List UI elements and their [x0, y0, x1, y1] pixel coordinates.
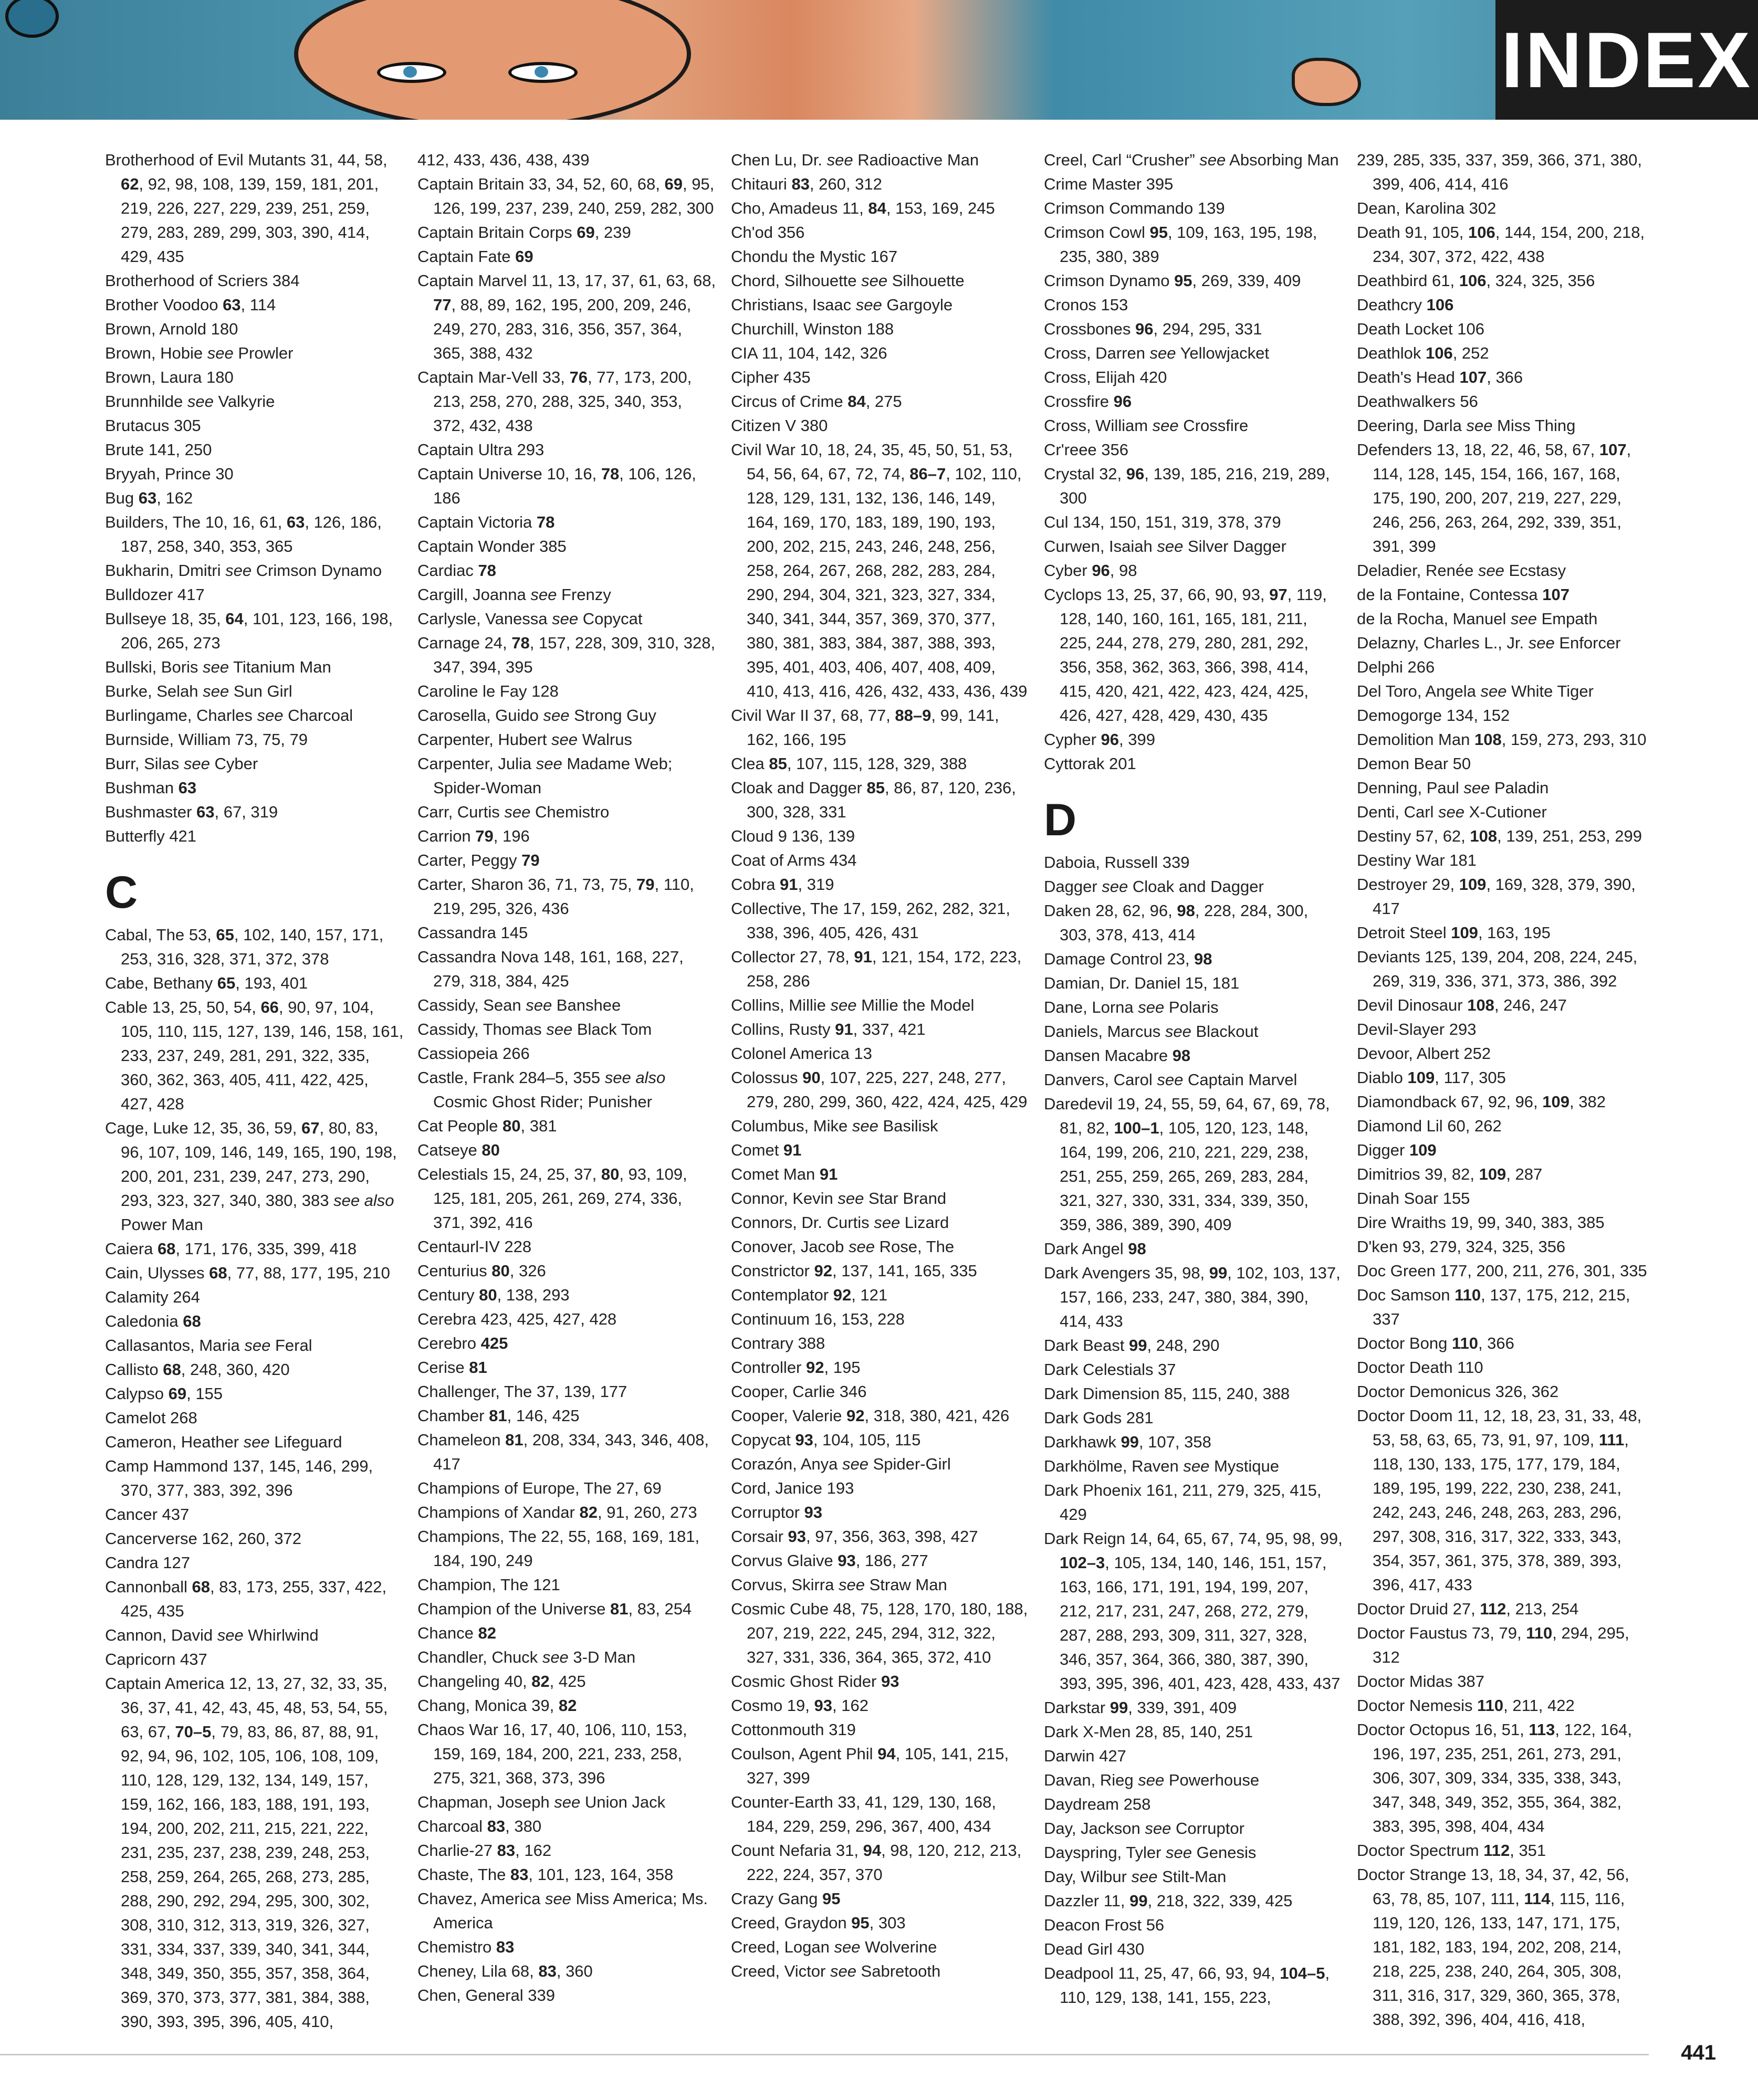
index-entry: Captain Marvel 11, 13, 17, 37, 61, 63, 68, 77, 88, 89, 162, 195, 200, 209, 246, 249, 270, 283, 316, 356, 357, 364, 365, 388, 432 [417, 271, 716, 362]
index-entry: Captain Ultra 293 [417, 440, 545, 459]
index-entry: Digger 109 [1357, 1141, 1437, 1159]
index-entry: Captain Britain Corps 69, 239 [417, 223, 631, 242]
index-entry: Demolition Man 108, 159, 273, 293, 310 [1357, 730, 1647, 749]
index-entry: Brother Voodoo 63, 114 [105, 296, 276, 314]
index-entry: Darkhölme, Raven see Mystique [1044, 1457, 1279, 1475]
index-entry: Chondu the Mystic 167 [731, 247, 898, 266]
index-entry: Calamity 264 [105, 1288, 200, 1306]
index-entry: Crimson Commando 139 [1044, 199, 1225, 217]
index-entry: Crimson Dynamo 95, 269, 339, 409 [1044, 271, 1301, 290]
index-entry: Danvers, Carol see Captain Marvel [1044, 1070, 1297, 1089]
index-entry: Darkstar 99, 339, 391, 409 [1044, 1698, 1237, 1717]
index-entry: Changeling 40, 82, 425 [417, 1672, 586, 1690]
index-entry: Cerebra 423, 425, 427, 428 [417, 1310, 617, 1328]
index-entry: CIA 11, 104, 142, 326 [731, 344, 887, 362]
index-entry: Doctor Doom 11, 12, 18, 23, 31, 33, 48, 53, 58, 63, 65, 73, 91, 97, 109, 111, 118, 130, 133, 175, 177, 179, 184, 189, 195, 199, 222, 230, 238, 241, 242, 243, 246, 248, 263, 283, 296, 297, 308, 316, 317, 322, 333, 343, 354, 357, 361, 375, 378, 389, 393, 396, 417, 433 [1357, 1406, 1642, 1594]
index-entry: Del Toro, Angela see White Tiger [1357, 682, 1594, 700]
index-entry: Challenger, The 37, 139, 177 [417, 1382, 627, 1401]
index-entry: Carrion 79, 196 [417, 827, 530, 845]
index-entry: de la Rocha, Manuel see Empath [1357, 610, 1598, 628]
index-entry: Cat People 80, 381 [417, 1117, 557, 1135]
index-entry: Cipher 435 [731, 368, 811, 386]
index-entry: Doctor Faustus 73, 79, 110, 294, 295, 312 [1357, 1624, 1629, 1666]
index-entry: 239, 285, 335, 337, 359, 366, 371, 380, 399, 406, 414, 416 [1357, 151, 1642, 193]
index-entry: Century 80, 138, 293 [417, 1286, 570, 1304]
index-entry: Bulldozer 417 [105, 585, 205, 604]
index-entry: Circus of Crime 84, 275 [731, 392, 902, 411]
index-entry: Destroyer 29, 109, 169, 328, 379, 390, 417 [1357, 875, 1636, 918]
index-entry: Diamondback 67, 92, 96, 109, 382 [1357, 1093, 1606, 1111]
index-entry: Creel, Carl “Crusher” see Absorbing Man [1044, 151, 1339, 169]
index-entry: de la Fontaine, Contessa 107 [1357, 585, 1570, 604]
index-entry: Carnage 24, 78, 157, 228, 309, 310, 328, 347, 394, 395 [417, 634, 716, 676]
index-entry: Cul 134, 150, 151, 319, 378, 379 [1044, 513, 1281, 531]
index-entry: Captain Wonder 385 [417, 537, 567, 555]
index-entry: Connors, Dr. Curtis see Lizard [731, 1213, 949, 1232]
index-entry: Cross, Darren see Yellowjacket [1044, 344, 1270, 362]
index-entry: Crazy Gang 95 [731, 1889, 841, 1908]
index-entry: Cyttorak 201 [1044, 754, 1136, 773]
index-entry: Burr, Silas see Cyber [105, 754, 258, 773]
index-entry: Carpenter, Julia see Madame Web; Spider-Woman [417, 754, 673, 797]
index-entry: Calypso 69, 155 [105, 1384, 223, 1403]
index-entry: Corsair 93, 97, 356, 363, 398, 427 [731, 1527, 978, 1546]
index-entry: Doc Samson 110, 137, 175, 212, 215, 337 [1357, 1286, 1630, 1328]
index-entry: Creed, Victor see Sabretooth [731, 1962, 941, 1980]
index-entry: Brutacus 305 [105, 416, 201, 435]
index-entry: Creed, Graydon 95, 303 [731, 1914, 906, 1932]
index-entry: Deathcry 106 [1357, 296, 1454, 314]
index-entry: Damian, Dr. Daniel 15, 181 [1044, 974, 1240, 992]
index-entry: Diablo 109, 117, 305 [1357, 1068, 1506, 1087]
index-entry: Cerebro 425 [417, 1334, 508, 1352]
index-column-2 [417, 148, 717, 2008]
index-entry: Devil-Slayer 293 [1357, 1020, 1477, 1038]
index-entry: Capricorn 437 [105, 1650, 207, 1668]
index-entry: Dark Gods 281 [1044, 1409, 1154, 1427]
page-number: 441 [1681, 2041, 1716, 2064]
index-entry: Doctor Death 110 [1357, 1358, 1483, 1377]
index-entry: Chance 82 [417, 1624, 496, 1642]
index-entry: Burke, Selah see Sun Girl [105, 682, 292, 700]
index-entry: Chang, Monica 39, 82 [417, 1696, 577, 1715]
index-entry: Burlingame, Charles see Charcoal [105, 706, 353, 724]
index-entry: Dean, Karolina 302 [1357, 199, 1497, 217]
index-entry: Cross, Elijah 420 [1044, 368, 1167, 386]
index-entry: Charcoal 83, 380 [417, 1817, 542, 1835]
index-entry: Brotherhood of Evil Mutants 31, 44, 58, 62, 92, 98, 108, 139, 159, 181, 201, 219, 226, 227, 229, 239, 251, 259, 279, 283, 289, 299, 303, 390, 414, 429, 435 [105, 151, 388, 266]
index-entry: Carlysle, Vanessa see Copycat [417, 610, 643, 628]
index-entry: Collins, Rusty 91, 337, 421 [731, 1020, 926, 1038]
index-entry: Conover, Jacob see Rose, The [731, 1237, 955, 1256]
index-entry: Brotherhood of Scriers 384 [105, 271, 300, 290]
index-entry: Cancer 437 [105, 1505, 190, 1524]
index-entry: Cameron, Heather see Lifeguard [105, 1433, 342, 1451]
index-entry: Builders, The 10, 16, 61, 63, 126, 186, 187, 258, 340, 353, 365 [105, 513, 382, 555]
index-entry: Comet Man 91 [731, 1165, 838, 1183]
index-entry: Dark Reign 14, 64, 65, 67, 74, 95, 98, 99, 102–3, 105, 134, 140, 146, 151, 157, 163, 166, 171, 191, 194, 199, 207, 212, 217, 231, 247, 268, 272, 279, 287, 288, 293, 309, 311, 327, 328, 346, 357, 364, 366, 380, 387, 390, 393, 395, 396, 401, 423, 428, 433, 437 [1044, 1529, 1343, 1693]
index-entry: Cassiopeia 266 [417, 1044, 530, 1063]
index-entry: Cassidy, Thomas see Black Tom [417, 1020, 652, 1038]
index-entry: Brown, Laura 180 [105, 368, 234, 386]
index-entry: Camelot 268 [105, 1409, 197, 1427]
index-entry: Doctor Midas 387 [1357, 1672, 1484, 1690]
index-entry: Brown, Arnold 180 [105, 320, 238, 338]
index-entry: Collective, The 17, 159, 262, 282, 321, 338, 396, 405, 426, 431 [731, 899, 1010, 942]
index-entry: Catseye 80 [417, 1141, 500, 1159]
index-entry: Corvus Glaive 93, 186, 277 [731, 1551, 928, 1570]
index-entry: Detroit Steel 109, 163, 195 [1357, 923, 1551, 942]
index-entry: Cyber 96, 98 [1044, 561, 1137, 580]
index-column-5 [1357, 148, 1656, 2032]
index-entry: Constrictor 92, 137, 141, 165, 335 [731, 1262, 977, 1280]
index-entry: Candra 127 [105, 1553, 191, 1572]
comic-art-shape [5, 0, 59, 38]
index-column-3 [731, 148, 1030, 1983]
index-entry: Counter-Earth 33, 41, 129, 130, 168, 184, 229, 259, 296, 367, 400, 434 [731, 1793, 996, 1835]
index-entry: Collector 27, 78, 91, 121, 154, 172, 223, 258, 286 [731, 948, 1022, 990]
index-entry: Daniels, Marcus see Blackout [1044, 1022, 1259, 1041]
index-entry: Cooper, Valerie 92, 318, 380, 421, 426 [731, 1406, 1010, 1425]
index-entry: Crimson Cowl 95, 109, 163, 195, 198, 235, 380, 389 [1044, 223, 1317, 266]
index-entry: Castle, Frank 284–5, 355 see also Cosmic Ghost Rider; Punisher [417, 1068, 666, 1111]
index-entry: Chord, Silhouette see Silhouette [731, 271, 965, 290]
index-entry: Champion of the Universe 81, 83, 254 [417, 1600, 692, 1618]
index-entry: Chavez, America see Miss America; Ms. America [417, 1889, 708, 1932]
index-entry: Carter, Peggy 79 [417, 851, 540, 869]
index-entry: Cassandra 145 [417, 923, 528, 942]
index-entry: Celestials 15, 24, 25, 37, 80, 93, 109, 125, 181, 205, 261, 269, 274, 336, 371, 392, 416 [417, 1165, 687, 1232]
index-entry: Doc Green 177, 200, 211, 276, 301, 335 [1357, 1262, 1647, 1280]
index-entry: Corvus, Skirra see Straw Man [731, 1576, 947, 1594]
index-entry: Copycat 93, 104, 105, 115 [731, 1431, 921, 1449]
section-letter: C [105, 867, 138, 918]
index-entry: Brunnhilde see Valkyrie [105, 392, 275, 411]
index-entry: Cosmic Ghost Rider 93 [731, 1672, 899, 1690]
index-column-1 [105, 148, 404, 2034]
index-entry: Cronos 153 [1044, 296, 1128, 314]
index-entry: Chaste, The 83, 101, 123, 164, 358 [417, 1865, 674, 1884]
index-entry: Dagger see Cloak and Dagger [1044, 877, 1264, 896]
index-entry: Cannon, David see Whirlwind [105, 1626, 319, 1644]
index-entry: Crime Master 395 [1044, 175, 1174, 193]
index-entry: Bryyah, Prince 30 [105, 465, 234, 483]
index-entry: Death Locket 106 [1357, 320, 1485, 338]
index-entry: Dark Phoenix 161, 211, 279, 325, 415, 429 [1044, 1481, 1322, 1524]
index-entry: Connor, Kevin see Star Brand [731, 1189, 947, 1208]
index-entry: Burnside, William 73, 75, 79 [105, 730, 308, 749]
index-entry: Deviants 125, 139, 204, 208, 224, 245, 269, 319, 336, 371, 373, 386, 392 [1357, 948, 1638, 990]
index-entry: Cosmic Cube 48, 75, 128, 170, 180, 188, 207, 219, 222, 245, 294, 312, 322, 327, 331, 336, 364, 365, 372, 410 [731, 1600, 1028, 1666]
index-entry: Day, Jackson see Corruptor [1044, 1819, 1244, 1838]
index-entry: Dead Girl 430 [1044, 1940, 1145, 1958]
index-entry: Caroline le Fay 128 [417, 682, 559, 700]
index-entry: Cyclops 13, 25, 37, 66, 90, 93, 97, 119, 128, 140, 160, 161, 165, 181, 211, 225, 244, 278, 279, 280, 281, 292, 356, 358, 362, 363, 366, 398, 414, 415, 420, 421, 422, 423, 424, 425, 426, 427, 428, 429, 430, 435 [1044, 585, 1327, 724]
index-entry: Brute 141, 250 [105, 440, 212, 459]
index-entry: Cheney, Lila 68, 83, 360 [417, 1962, 593, 1980]
index-entry: Champions of Xandar 82, 91, 260, 273 [417, 1503, 697, 1521]
index-entry: Centurius 80, 326 [417, 1262, 546, 1280]
index-entry: Chandler, Chuck see 3-D Man [417, 1648, 636, 1666]
index-entry: Curwen, Isaiah see Silver Dagger [1044, 537, 1286, 555]
index-entry: Centaurl-IV 228 [417, 1237, 532, 1256]
index-entry: Carpenter, Hubert see Walrus [417, 730, 632, 749]
index-entry: Demon Bear 50 [1357, 754, 1471, 773]
index-entry: Cross, William see Crossfire [1044, 416, 1249, 435]
index-entry: Death's Head 107, 366 [1357, 368, 1523, 386]
index-entry: Count Nefaria 31, 94, 98, 120, 212, 213, 222, 224, 357, 370 [731, 1841, 1022, 1884]
index-entry: Cancerverse 162, 260, 372 [105, 1529, 301, 1548]
index-entry: Doctor Octopus 16, 51, 113, 122, 164, 196, 197, 235, 251, 261, 273, 291, 306, 307, 309, 334, 335, 338, 343, 347, 348, 349, 352, 355, 364, 382, 383, 395, 398, 404, 434 [1357, 1720, 1632, 1835]
index-entry: 412, 433, 436, 438, 439 [417, 151, 590, 169]
index-entry: Controller 92, 195 [731, 1358, 861, 1377]
index-entry: Cobra 91, 319 [731, 875, 834, 894]
index-entry: Bushmaster 63, 67, 319 [105, 803, 278, 821]
index-entry: Death 91, 105, 106, 144, 154, 200, 218, 234, 307, 372, 422, 438 [1357, 223, 1645, 266]
index-entry: Cassandra Nova 148, 161, 168, 227, 279, 318, 384, 425 [417, 948, 684, 990]
index-entry: Carter, Sharon 36, 71, 73, 75, 79, 110, 219, 295, 326, 436 [417, 875, 694, 918]
index-entry: Carr, Curtis see Chemistro [417, 803, 610, 821]
index-entry: Bukharin, Dmitri see Crimson Dynamo [105, 561, 382, 580]
index-entry: Denti, Carl see X-Cutioner [1357, 803, 1547, 821]
footer-rule [0, 2054, 1649, 2055]
index-entry: Colonel America 13 [731, 1044, 872, 1063]
index-entry: Devil Dinosaur 108, 246, 247 [1357, 996, 1567, 1014]
comic-face-illustration [294, 0, 691, 120]
index-entry: Crystal 32, 96, 139, 185, 216, 219, 289, 300 [1044, 465, 1330, 507]
index-entry: Champion, The 121 [417, 1576, 560, 1594]
index-entry: Citizen V 380 [731, 416, 828, 435]
index-entry: Doctor Nemesis 110, 211, 422 [1357, 1696, 1575, 1715]
index-entry: Devoor, Albert 252 [1357, 1044, 1491, 1063]
index-entry: Deadpool 11, 25, 47, 66, 93, 94, 104–5, 110, 129, 138, 141, 155, 223, [1044, 1964, 1330, 2007]
index-entry: Clea 85, 107, 115, 128, 329, 388 [731, 754, 967, 773]
index-entry: Captain Mar-Vell 33, 76, 77, 173, 200, 213, 258, 270, 288, 325, 340, 353, 372, 432, 438 [417, 368, 692, 435]
index-entry: Destiny 57, 62, 108, 139, 251, 253, 299 [1357, 827, 1642, 845]
index-entry: Dinah Soar 155 [1357, 1189, 1470, 1208]
index-entry: Cloud 9 136, 139 [731, 827, 855, 845]
index-entry: Cooper, Carlie 346 [731, 1382, 867, 1401]
index-entry: Cloak and Dagger 85, 86, 87, 120, 236, 300, 328, 331 [731, 779, 1016, 821]
index-entry: Diamond Lil 60, 262 [1357, 1117, 1502, 1135]
index-entry: Deathwalkers 56 [1357, 392, 1478, 411]
index-entry: Day, Wilbur see Stilt-Man [1044, 1867, 1227, 1886]
index-entry: Darkhawk 99, 107, 358 [1044, 1433, 1211, 1451]
index-entry: Demogorge 134, 152 [1357, 706, 1510, 724]
index-entry: Cardiac 78 [417, 561, 496, 580]
index-entry: Captain Victoria 78 [417, 513, 555, 531]
index-entry: Coat of Arms 434 [731, 851, 857, 869]
index-entry: Dark Celestials 37 [1044, 1360, 1176, 1379]
index-entry: Deathbird 61, 106, 324, 325, 356 [1357, 271, 1595, 290]
index-entry: Dimitrios 39, 82, 109, 287 [1357, 1165, 1543, 1183]
index-entry: Civil War 10, 18, 24, 35, 45, 50, 51, 53, 54, 56, 64, 67, 72, 74, 86–7, 102, 110, 128, 129, 131, 132, 136, 146, 149, 164, 169, 170, 183, 189, 190, 193, 200, 202, 215, 243, 246, 248, 256, 258, 264, 267, 268, 282, 283, 284, 290, 294, 304, 321, 323, 327, 334, 340, 341, 344, 357, 369, 370, 377, 380, 381, 383, 384, 387, 388, 393, 395, 401, 403, 406, 407, 408, 409, 410, 413, 416, 426, 432, 433, 436, 439 [731, 440, 1028, 700]
index-entry: Churchill, Winston 188 [731, 320, 894, 338]
index-entry: Deladier, Renée see Ecstasy [1357, 561, 1566, 580]
index-entry: Butterfly 421 [105, 827, 197, 845]
index-entry: Doctor Demonicus 326, 362 [1357, 1382, 1559, 1401]
index-entry: Dark Avengers 35, 98, 99, 102, 103, 137, 157, 166, 233, 247, 380, 384, 390, 414, 433 [1044, 1264, 1341, 1330]
index-entry: Cannonball 68, 83, 173, 255, 337, 422, 425, 435 [105, 1578, 387, 1620]
index-entry: Camp Hammond 137, 145, 146, 299, 370, 377, 383, 392, 396 [105, 1457, 373, 1499]
index-entry: Cargill, Joanna see Frenzy [417, 585, 611, 604]
index-entry: Civil War II 37, 68, 77, 88–9, 99, 141, 162, 166, 195 [731, 706, 999, 749]
index-entry: Colossus 90, 107, 225, 227, 248, 277, 279, 280, 299, 360, 422, 424, 425, 429 [731, 1068, 1028, 1111]
index-entry: Dayspring, Tyler see Genesis [1044, 1843, 1257, 1862]
index-entry: Delphi 266 [1357, 658, 1435, 676]
index-entry: Dane, Lorna see Polaris [1044, 998, 1219, 1016]
index-entry: Dark Angel 98 [1044, 1240, 1146, 1258]
index-entry: Chen, General 339 [417, 1986, 555, 2004]
index-entry: Champions, The 22, 55, 168, 169, 181, 184, 190, 249 [417, 1527, 700, 1570]
index-entry: Doctor Spectrum 112, 351 [1357, 1841, 1546, 1860]
index-entry: Chameleon 81, 208, 334, 343, 346, 408, 417 [417, 1431, 709, 1473]
index-entry: Dark Dimension 85, 115, 240, 388 [1044, 1384, 1290, 1403]
index-entry: Comet 91 [731, 1141, 802, 1159]
index-entry: Crossfire 96 [1044, 392, 1132, 411]
index-entry: Chitauri 83, 260, 312 [731, 175, 882, 193]
index-entry: Deacon Frost 56 [1044, 1916, 1165, 1934]
index-entry: Caledonia 68 [105, 1312, 201, 1330]
index-entry: Bullski, Boris see Titanium Man [105, 658, 331, 676]
index-entry: Charlie-27 83, 162 [417, 1841, 552, 1860]
index-entry: Cr'reee 356 [1044, 440, 1129, 459]
index-entry: Chaos War 16, 17, 40, 106, 110, 153, 159, 169, 184, 200, 221, 233, 258, 275, 321, 368, 373, 396 [417, 1720, 687, 1787]
eye-left [377, 62, 446, 83]
index-entry: Cabe, Bethany 65, 193, 401 [105, 974, 308, 992]
index-entry: Collins, Millie see Millie the Model [731, 996, 975, 1014]
index-entry: Dansen Macabre 98 [1044, 1046, 1191, 1065]
section-letter: D [1044, 795, 1077, 845]
index-entry: Carosella, Guido see Strong Guy [417, 706, 656, 724]
comic-hand-illustration [1292, 58, 1361, 106]
index-column-4 [1044, 148, 1343, 2010]
index-entry: Christians, Isaac see Gargoyle [731, 296, 953, 314]
index-entry: Chapman, Joseph see Union Jack [417, 1793, 666, 1811]
index-entry: Cho, Amadeus 11, 84, 153, 169, 245 [731, 199, 995, 217]
index-entry: Dark X-Men 28, 85, 140, 251 [1044, 1723, 1253, 1741]
index-entry: Davan, Rieg see Powerhouse [1044, 1771, 1260, 1789]
index-entry: Bug 63, 162 [105, 489, 193, 507]
eye-right [508, 62, 578, 83]
index-entry: Caiera 68, 171, 176, 335, 399, 418 [105, 1240, 357, 1258]
index-entry: Captain Britain 33, 34, 52, 60, 68, 69, 95, 126, 199, 237, 239, 240, 259, 282, 300 [417, 175, 715, 217]
index-entry: Daydream 258 [1044, 1795, 1151, 1813]
index-entry: Cerise 81 [417, 1358, 487, 1377]
index-entry: Coulson, Agent Phil 94, 105, 141, 215, 327, 399 [731, 1745, 1009, 1787]
index-entry: D'ken 93, 279, 324, 325, 356 [1357, 1237, 1566, 1256]
index-entry: Deathlok 106, 252 [1357, 344, 1489, 362]
header-banner-art [0, 0, 1758, 120]
index-entry: Destiny War 181 [1357, 851, 1477, 869]
index-entry: Cage, Luke 12, 35, 36, 59, 67, 80, 83, 96, 107, 109, 146, 149, 165, 190, 198, 200, 201, 231, 239, 247, 273, 290, 293, 323, 327, 340, 380, 383 see also Power Man [105, 1119, 397, 1234]
index-entry: Callasantos, Maria see Feral [105, 1336, 312, 1354]
index-entry: Daken 28, 62, 96, 98, 228, 284, 300, 303, 378, 413, 414 [1044, 901, 1309, 944]
index-entry: Deering, Darla see Miss Thing [1357, 416, 1576, 435]
index-entry: Crossbones 96, 294, 295, 331 [1044, 320, 1262, 338]
index-entry: Champions of Europe, The 27, 69 [417, 1479, 662, 1497]
index-entry: Creed, Logan see Wolverine [731, 1938, 937, 1956]
index-entry: Chemistro 83 [417, 1938, 515, 1956]
index-entry: Contemplator 92, 121 [731, 1286, 888, 1304]
index-entry: Contrary 388 [731, 1334, 825, 1352]
index-entry: Cain, Ulysses 68, 77, 88, 177, 195, 210 [105, 1264, 390, 1282]
index-entry: Captain America 12, 13, 27, 32, 33, 35, 36, 37, 41, 42, 43, 45, 48, 53, 54, 55, 63, 67, 70–5, 79, 83, 86, 87, 88, 91, 92, 94, 96, 102, 105, 106, 108, 109, 110, 128, 129, 132, 134, 149, 157, 159, 162, 166, 183, 188, 191, 193, 194, 200, 202, 211, 215, 221, 222, 231, 235, 237, 238, 239, 248, 253, 258, 259, 264, 265, 268, 273, 285, 288, 290, 292, 294, 295, 300, 302, 308, 310, 312, 313, 319, 326, 327, 331, 334, 337, 339, 340, 341, 344, 348, 349, 350, 355, 357, 358, 364, 369, 370, 373, 377, 381, 384, 388, 390, 393, 395, 396, 405, 410, [105, 1674, 388, 2031]
index-entry: Columbus, Mike see Basilisk [731, 1117, 938, 1135]
index-entry: Daredevil 19, 24, 55, 59, 64, 67, 69, 78, 81, 82, 100–1, 105, 120, 123, 148, 164, 199, 206, 210, 221, 229, 238, 251, 255, 259, 265, 269, 283, 284, 321, 327, 330, 331, 334, 339, 350, 359, 386, 389, 390, 409 [1044, 1095, 1330, 1234]
index-entry: Cord, Janice 193 [731, 1479, 854, 1497]
index-entry: Cassidy, Sean see Banshee [417, 996, 621, 1014]
index-entry: Damage Control 23, 98 [1044, 950, 1212, 968]
index-entry: Doctor Bong 110, 366 [1357, 1334, 1514, 1352]
index-entry: Cosmo 19, 93, 162 [731, 1696, 868, 1715]
index-entry: Cable 13, 25, 50, 54, 66, 90, 97, 104, 105, 110, 115, 127, 139, 146, 158, 161, 233, 237, 249, 281, 291, 322, 335, 360, 362, 363, 405, 411, 422, 425, 427, 428 [105, 998, 404, 1113]
index-entry: Continuum 16, 153, 228 [731, 1310, 905, 1328]
index-entry: Denning, Paul see Paladin [1357, 779, 1549, 797]
index-entry: Cabal, The 53, 65, 102, 140, 157, 171, 253, 316, 328, 371, 372, 378 [105, 926, 384, 968]
index-entry: Chamber 81, 146, 425 [417, 1406, 580, 1425]
index-title: INDEX [1495, 0, 1758, 120]
index-entry: Dire Wraiths 19, 99, 340, 383, 385 [1357, 1213, 1605, 1232]
index-entry: Ch'od 356 [731, 223, 805, 242]
index-entry: Chen Lu, Dr. see Radioactive Man [731, 151, 979, 169]
index-entry: Callisto 68, 248, 360, 420 [105, 1360, 290, 1379]
index-entry: Daboia, Russell 339 [1044, 853, 1190, 872]
index-entry: Captain Universe 10, 16, 78, 106, 126, 186 [417, 465, 696, 507]
index-entry: Bullseye 18, 35, 64, 101, 123, 166, 198, 206, 265, 273 [105, 610, 393, 652]
index-entry: Brown, Hobie see Prowler [105, 344, 294, 362]
index-entry: Doctor Strange 13, 18, 34, 37, 42, 56, 63, 78, 85, 107, 111, 114, 115, 116, 119, 120, 126, 133, 147, 171, 175, 181, 182, 183, 194, 202, 208, 214, 218, 225, 238, 240, 264, 305, 308, 311, 316, 317, 329, 360, 365, 378, 388, 392, 396, 404, 416, 418, [1357, 1865, 1629, 2029]
index-entry: Bushman 63 [105, 779, 197, 797]
index-entry: Darwin 427 [1044, 1747, 1126, 1765]
index-entry: Doctor Druid 27, 112, 213, 254 [1357, 1600, 1579, 1618]
index-entry: Delazny, Charles L., Jr. see Enforcer [1357, 634, 1621, 652]
index-entry: Dazzler 11, 99, 218, 322, 339, 425 [1044, 1892, 1293, 1910]
index-entry: Dark Beast 99, 248, 290 [1044, 1336, 1220, 1354]
index-entry: Corazón, Anya see Spider-Girl [731, 1455, 951, 1473]
index-entry: Cypher 96, 399 [1044, 730, 1155, 749]
index-entry: Defenders 13, 18, 22, 46, 58, 67, 107, 114, 128, 145, 154, 166, 167, 168, 175, 190, 200, 207, 219, 227, 229, 246, 256, 263, 264, 292, 339, 351, 391, 399 [1357, 440, 1631, 555]
index-entry: Cottonmouth 319 [731, 1720, 856, 1739]
index-entry: Captain Fate 69 [417, 247, 533, 266]
index-entry: Corruptor 93 [731, 1503, 823, 1521]
